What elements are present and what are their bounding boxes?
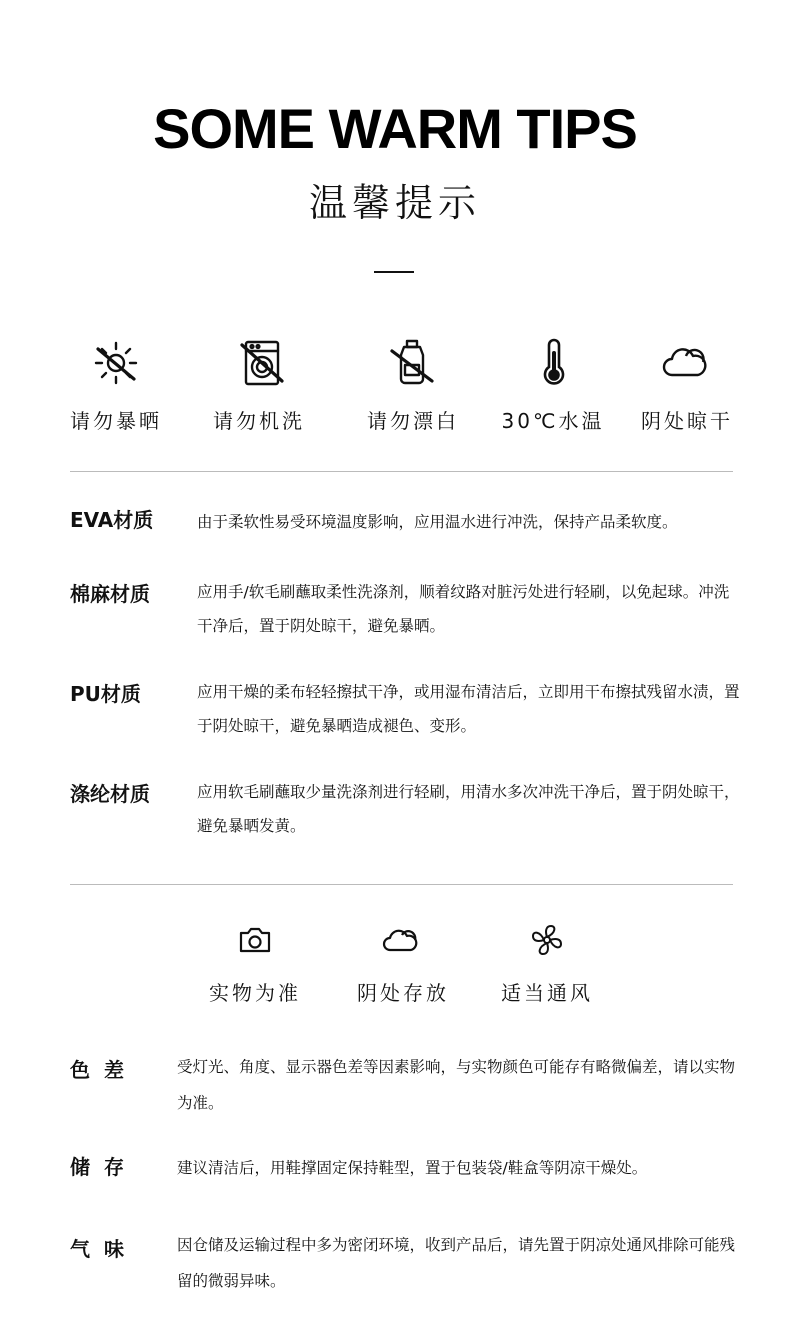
material-name-cotton-linen: 棉麻材质 — [70, 582, 150, 606]
material-desc-polyester: 应用软毛刷蘸取少量洗涤剂进行轻刷，用清水多次冲洗干净后，置于阴处晾干，避免暴晒发黄。 — [197, 783, 740, 835]
no-bleach-icon — [386, 337, 438, 389]
care-label-no-bleach: 请勿漂白 — [367, 409, 459, 433]
cloud-icon — [380, 920, 420, 960]
no-machine-wash-icon — [236, 337, 288, 389]
page-subtitle: 温馨提示 — [308, 181, 481, 225]
fan-icon — [527, 920, 567, 960]
section-divider — [70, 471, 733, 472]
page-title: SOME WARM TIPS — [153, 97, 637, 160]
care-label-no-machine-wash: 请勿机洗 — [213, 409, 305, 433]
note-desc-odor: 因仓储及运输过程中多为密闭环境，收到产品后，请先置于阴凉处通风排除可能残留的微弱异味。 — [177, 1236, 736, 1290]
material-name-eva: EVA材质 — [70, 508, 154, 532]
material-name-pu: PU材质 — [70, 682, 141, 706]
note-name-color-difference: 色差 — [70, 1058, 138, 1082]
care-label-shade-dry: 阴处晾干 — [641, 409, 733, 433]
section-divider — [70, 884, 733, 885]
note-name-odor: 气味 — [70, 1237, 138, 1261]
material-name-polyester: 涤纶材质 — [70, 782, 150, 806]
cloud-icon — [658, 337, 710, 389]
storage-label-shade-storage: 阴处存放 — [357, 981, 449, 1005]
material-desc-cotton-linen: 应用手/软毛刷蘸取柔性洗涤剂，顺着纹路对脏污处进行轻刷，以免起球。冲洗干净后，置于阴处晾干，避免暴晒。 — [197, 583, 730, 635]
camera-icon — [235, 920, 275, 960]
care-label-water-temp: 30℃水温 — [501, 409, 605, 433]
note-desc-storage: 建议清洁后，用鞋撑固定保持鞋型，置于包装袋/鞋盒等阴凉干燥处。 — [177, 1159, 648, 1177]
note-name-storage: 储存 — [70, 1155, 138, 1179]
care-label-no-sun: 请勿暴晒 — [70, 409, 162, 433]
storage-label-ventilation: 适当通风 — [501, 981, 593, 1005]
material-desc-pu: 应用干燥的柔布轻轻擦拭干净，或用湿布清洁后，立即用干布擦拭残留水渍，置于阴处晾干，避免暴晒造成褪色、变形。 — [197, 683, 740, 735]
note-desc-color-difference: 受灯光、角度、显示器色差等因素影响，与实物颜色可能存有略微偏差，请以实物为准。 — [177, 1058, 736, 1112]
title-divider — [374, 271, 414, 273]
storage-label-actual-product: 实物为准 — [209, 981, 301, 1005]
material-desc-eva: 由于柔软性易受环境温度影响，应用温水进行冲洗，保持产品柔软度。 — [197, 513, 678, 531]
no-sun-icon — [90, 337, 142, 389]
thermometer-icon — [528, 337, 580, 389]
